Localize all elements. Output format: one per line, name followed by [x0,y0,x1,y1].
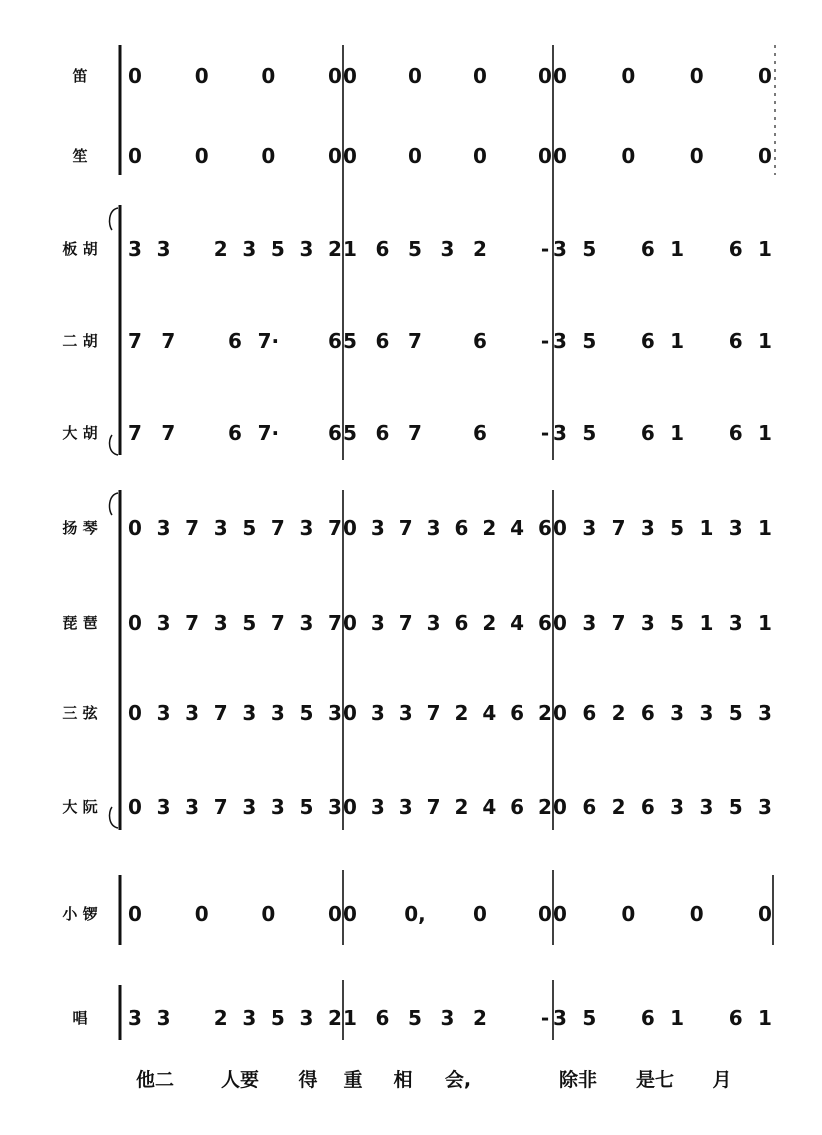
note: 3 [582,611,597,635]
note: 6 [510,701,525,725]
note: 5 [728,701,743,725]
note: 6 [228,421,242,445]
note: 3 [582,516,597,540]
note: 6 [640,1006,655,1030]
instrument-label: 板 胡 [62,240,98,258]
note: 2 [482,611,497,635]
note: 0 [343,516,357,540]
note: 1 [670,1006,685,1030]
note: 3 [242,1006,257,1030]
note: 6 [454,611,469,635]
note: 0 [343,902,357,926]
note: 1 [670,237,685,261]
note: 7 [213,795,228,819]
note: 6 [473,421,487,445]
note: 2 [538,795,552,819]
note: 0 [128,64,142,88]
instrument-label: 唱 [72,1009,88,1027]
note: 7 [398,516,413,540]
note: 3 [758,795,772,819]
note: 2 [454,701,469,725]
note: 2 [611,795,626,819]
note: 7 [161,421,176,445]
note: 6 [728,329,743,353]
note: 0 [128,611,142,635]
note: 0 [473,902,487,926]
note: 1 [343,237,357,261]
note: 1 [699,516,714,540]
note: 0 [328,64,342,88]
note: 7 [408,329,422,353]
note: 6 [640,329,655,353]
note: 3 [213,611,228,635]
note: 7 [426,701,441,725]
note: 6 [375,1006,390,1030]
instrument-label: 二 胡 [62,332,98,350]
note: 7 [611,516,626,540]
note: 0 [538,902,552,926]
note: 6 [454,516,469,540]
note: 0 [689,144,704,168]
note: 7 [270,516,285,540]
note: 6 [375,329,390,353]
note: 0 [194,64,209,88]
note: 0 [621,144,636,168]
note: 0 [343,611,357,635]
note: 3 [242,701,257,725]
note: 5 [582,329,597,353]
note: 0 [343,701,357,725]
note: 3 [270,701,285,725]
note: 0 [408,144,422,168]
note: 1 [343,1006,357,1030]
note: 3 [426,611,441,635]
note: 5 [299,701,314,725]
note: 7 [328,516,342,540]
note: 0 [128,516,142,540]
note: 0 [328,902,342,926]
note: 0 [758,64,772,88]
note: 4 [482,795,497,819]
note: 0 [194,902,209,926]
note: 3 [299,237,314,261]
note: 5 [343,421,357,445]
lyric: 会, [444,1069,472,1091]
note: 3 [640,516,655,540]
note: 3 [299,516,314,540]
note: 4 [510,611,525,635]
note: 3 [426,516,441,540]
lyric: 人要 [220,1069,260,1091]
note: 0 [538,144,552,168]
note: 7 [128,421,142,445]
note: 0 [473,144,487,168]
note: 0 [553,144,567,168]
note: 7 [398,611,413,635]
note: 6 [473,329,487,353]
note: 3 [728,611,743,635]
note: 3 [299,611,314,635]
note: 3 [398,795,413,819]
note: 0 [261,902,276,926]
note: 7 [328,611,342,635]
note: 0 [343,64,357,88]
note: 5 [299,795,314,819]
note: 2 [213,237,228,261]
note: 5 [728,795,743,819]
lyric: 是七 [635,1069,675,1091]
note: 6 [728,237,743,261]
note: 3 [299,1006,314,1030]
instrument-label: 笛 [72,67,88,85]
note: 6 [640,795,655,819]
note: 3 [553,329,567,353]
lyric: 得 [298,1069,318,1091]
note: 3 [156,701,171,725]
note: 5 [242,516,257,540]
note: 0 [261,144,276,168]
note: 0 [128,795,142,819]
note: 7· [257,329,280,353]
note: 7 [161,329,176,353]
note: 6 [328,329,342,353]
note: 6 [728,1006,743,1030]
note: 3 [128,1006,142,1030]
note: 7 [213,701,228,725]
note: 0 [758,144,772,168]
lyric: 月 [712,1069,732,1091]
note: 7 [185,611,200,635]
note: 6 [375,421,390,445]
note: 3 [156,237,171,261]
note: 6 [640,237,655,261]
note: 6 [582,795,597,819]
note: 0 [538,64,552,88]
note: 3 [670,795,685,819]
note: 1 [758,329,772,353]
note: 3 [128,237,142,261]
note: 3 [440,1006,455,1030]
staff-brace [110,807,118,828]
note: 3 [156,516,171,540]
note: 2 [473,1006,487,1030]
note: 3 [553,421,567,445]
staff-brace [110,493,118,515]
note: 0 [343,795,357,819]
note: 3 [440,237,455,261]
note: 2 [213,1006,228,1030]
instrument-label: 大 阮 [62,798,98,816]
lyric: 重 [343,1069,363,1091]
instrument-label: 三 弦 [62,704,98,722]
note: 1 [758,237,772,261]
instrument-label: 小 锣 [62,905,98,923]
note: 3 [328,795,342,819]
note: 2 [473,237,487,261]
note: 1 [758,421,772,445]
note: 2 [328,237,342,261]
note: - [540,421,550,445]
lyric: 除非 [558,1069,598,1091]
note: 2 [611,701,626,725]
instrument-label: 笙 [72,147,88,165]
note: 0 [128,902,142,926]
note: 3 [398,701,413,725]
note: 3 [242,795,257,819]
note: 3 [156,1006,171,1030]
note: 3 [156,795,171,819]
note: - [540,329,550,353]
note: 5 [408,1006,422,1030]
lyric: 相 [393,1069,413,1091]
note: 6 [228,329,242,353]
note: 0 [261,64,276,88]
note: 2 [482,516,497,540]
note: 1 [699,611,714,635]
note: 0, [404,902,426,926]
note: 6 [375,237,390,261]
note: 3 [553,1006,567,1030]
note: 5 [408,237,422,261]
note: 3 [553,237,567,261]
note: 5 [343,329,357,353]
note: 0 [621,64,636,88]
note: 0 [689,64,704,88]
note: 6 [640,701,655,725]
note: 0 [553,902,567,926]
note: 3 [185,795,200,819]
note: 0 [621,902,636,926]
note: 0 [194,144,209,168]
note: 0 [553,516,567,540]
note: 3 [156,611,171,635]
note: 7 [426,795,441,819]
note: 1 [758,1006,772,1030]
note: 1 [670,329,685,353]
lyric: 他二 [135,1069,175,1091]
instrument-label: 扬 琴 [62,519,98,537]
note: 3 [370,795,385,819]
note: 3 [270,795,285,819]
instrument-label: 大 胡 [62,424,98,442]
note: 5 [242,611,257,635]
note: 1 [758,611,772,635]
note: 0 [689,902,704,926]
note: 2 [328,1006,342,1030]
note: 5 [670,516,685,540]
note: 4 [510,516,525,540]
note: 0 [758,902,772,926]
staff-brace [110,435,118,455]
note: 5 [582,421,597,445]
note: 7 [408,421,422,445]
note: 0 [553,701,567,725]
note: 2 [538,701,552,725]
note: 3 [370,516,385,540]
note: 3 [370,701,385,725]
note: 0 [128,701,142,725]
note: 6 [582,701,597,725]
note: 2 [454,795,469,819]
note: 7· [257,421,280,445]
note: 3 [640,611,655,635]
note: 3 [185,701,200,725]
note: 0 [328,144,342,168]
note: 3 [699,795,714,819]
note: 6 [510,795,525,819]
note: 5 [270,1006,285,1030]
note: 6 [328,421,342,445]
note: 7 [611,611,626,635]
note: 6 [640,421,655,445]
note: 7 [270,611,285,635]
note: 0 [128,144,142,168]
note: 1 [758,516,772,540]
note: 0 [553,795,567,819]
note: 3 [370,611,385,635]
staff-brace [110,208,118,230]
note: 5 [582,1006,597,1030]
note: 0 [408,64,422,88]
note: 5 [270,237,285,261]
note: - [540,1006,550,1030]
note: 1 [670,421,685,445]
note: 0 [553,64,567,88]
note: 3 [670,701,685,725]
note: 3 [699,701,714,725]
note: 5 [670,611,685,635]
note: 3 [728,516,743,540]
note: 0 [553,611,567,635]
note: 3 [213,516,228,540]
note: 4 [482,701,497,725]
note: 0 [343,144,357,168]
note: 3 [758,701,772,725]
note: 6 [728,421,743,445]
note: 6 [538,611,552,635]
instrument-label: 琵 琶 [62,614,98,632]
note: 7 [128,329,142,353]
note: 0 [473,64,487,88]
note: 6 [538,516,552,540]
note: 5 [582,237,597,261]
note: 7 [185,516,200,540]
note: - [540,237,550,261]
note: 3 [242,237,257,261]
note: 3 [328,701,342,725]
